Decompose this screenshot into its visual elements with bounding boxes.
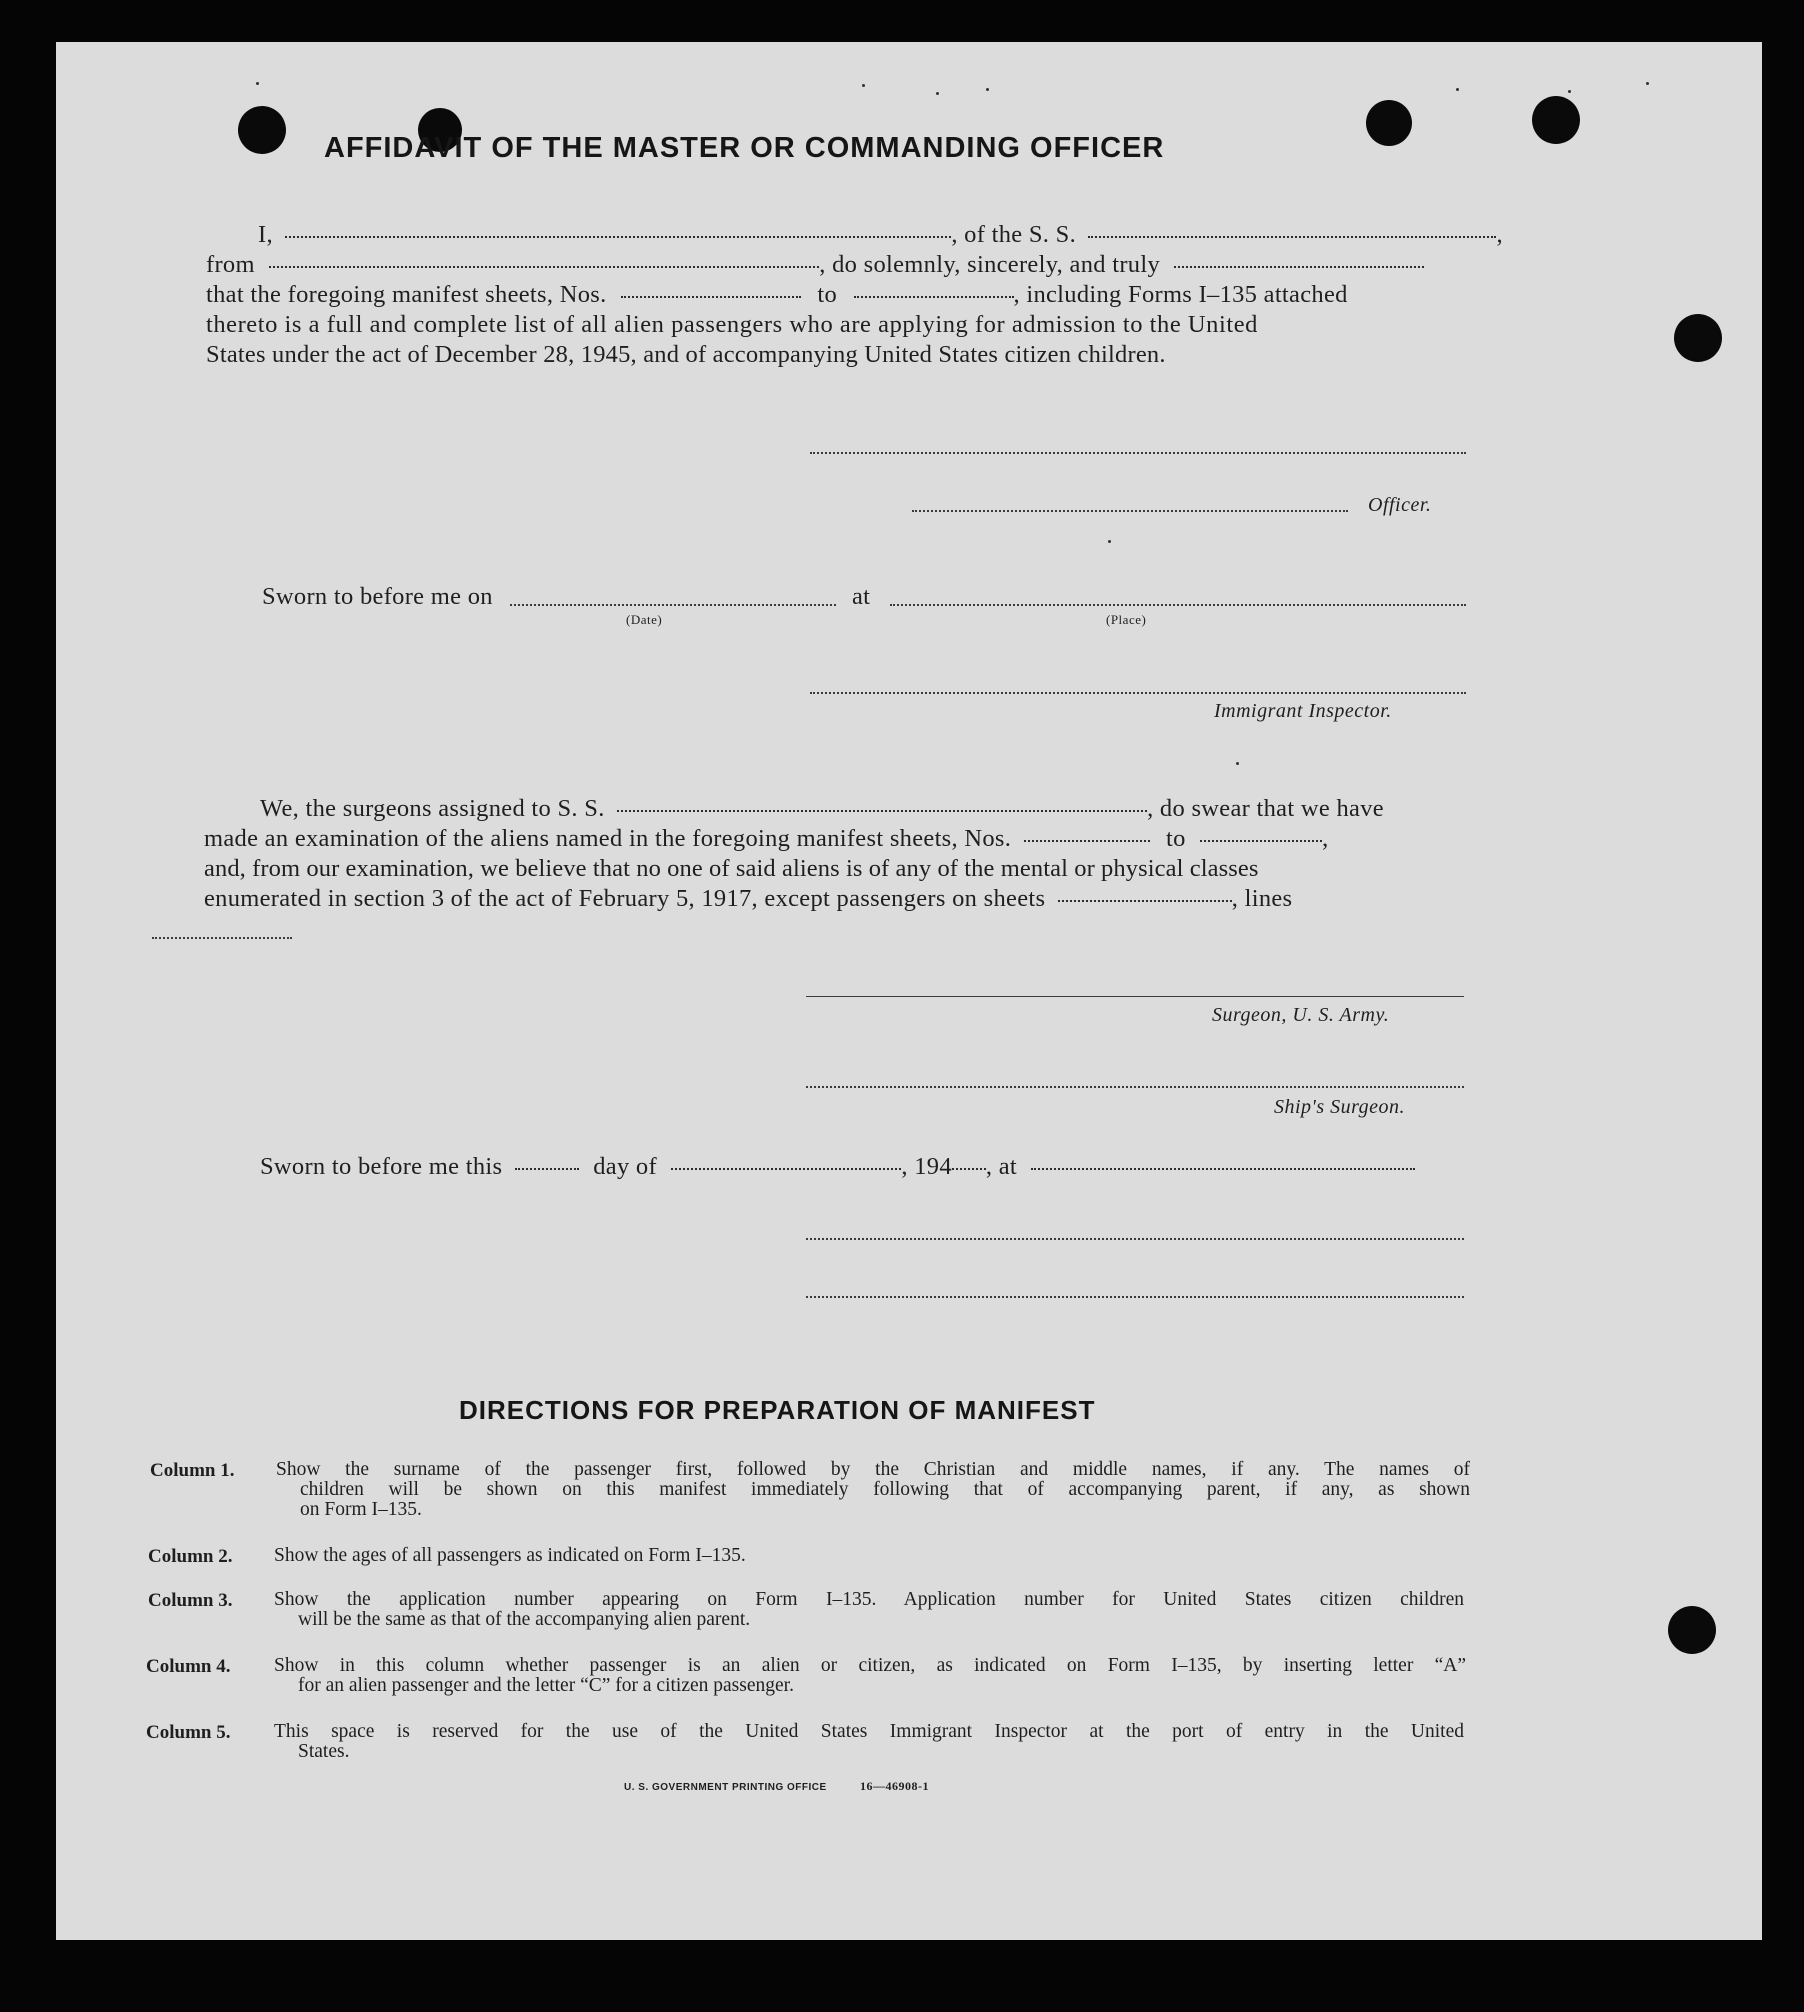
- punch-hole: [238, 106, 286, 154]
- sworn-place-field[interactable]: [890, 604, 1466, 606]
- column-label: Column 4.: [146, 1656, 231, 1677]
- sheets-to-field[interactable]: [854, 296, 1014, 298]
- swear-field[interactable]: [1174, 266, 1424, 268]
- affidavit-line-2: [206, 250, 1424, 280]
- direction-line: Show the ages of all passengers as indicated on Form I–135.: [274, 1545, 746, 1566]
- officer-title-line[interactable]: [912, 510, 1348, 512]
- ship-surgeon-caption: Ship's Surgeon.: [1274, 1096, 1406, 1118]
- surgeons-text: day of: [593, 1153, 657, 1180]
- punch-hole: [1674, 314, 1722, 362]
- direction-text: [276, 1460, 1470, 1520]
- surgeons-text: Sworn to before me this: [260, 1153, 503, 1180]
- printer-name: U. S. GOVERNMENT PRINTING OFFICE: [624, 1782, 827, 1793]
- sheets-from-field[interactable]: [621, 296, 801, 298]
- sworn-year-field[interactable]: [952, 1168, 986, 1170]
- printer-imprint: [624, 1779, 929, 1794]
- punch-hole: [1366, 100, 1412, 146]
- inspector-signature-line-2[interactable]: [806, 1238, 1464, 1240]
- surgeon-sheets-from-field[interactable]: [1024, 840, 1150, 842]
- surgeons-text: We, the surgeons assigned to S. S.: [260, 795, 605, 822]
- affidavit-text: , of the S. S.: [951, 221, 1076, 248]
- affidavit-text: ,: [1496, 221, 1503, 248]
- punch-hole: [1532, 96, 1580, 144]
- direction-line: Show the surname of the passenger first, followed by the Christian and middle names, if any. The names of: [276, 1459, 1470, 1480]
- affidavit-line-1: [206, 220, 1503, 250]
- surgeons-text: , do swear that we have: [1147, 795, 1384, 822]
- surgeons-text: ,: [1322, 825, 1329, 852]
- inspector-title-line-2[interactable]: [806, 1296, 1464, 1298]
- sworn-at-field[interactable]: [1031, 1168, 1415, 1170]
- ship-name-field[interactable]: [1088, 236, 1496, 238]
- ship-surgeon-signature-line[interactable]: [806, 1086, 1464, 1088]
- surgeon-sheets-to-field[interactable]: [1200, 840, 1322, 842]
- surgeons-text: made an examination of the aliens named in the foregoing manifest sheets, Nos.: [204, 825, 1012, 852]
- army-surgeon-caption: Surgeon, U. S. Army.: [1212, 1004, 1390, 1026]
- surgeons-line-1: [204, 794, 1384, 824]
- affidavit-text: from: [206, 251, 255, 278]
- army-surgeon-signature-line[interactable]: [806, 996, 1464, 997]
- sworn-date-field[interactable]: [510, 604, 836, 606]
- direction-line: Show in this column whether passenger is an alien or citizen, as indicated on Form I–135, by inserting letter “A”: [274, 1655, 1466, 1676]
- affidavit-line-4: thereto is a full and complete list of all alien passengers who are applying for admission to the United: [206, 311, 1258, 338]
- date-caption: (Date): [626, 612, 663, 627]
- surgeons-text: enumerated in section 3 of the act of February 5, 1917, except passengers on sheets: [204, 885, 1046, 912]
- direction-line: This space is reserved for the use of the United States Immigrant Inspector at the port of entry in the United: [274, 1721, 1464, 1742]
- sworn-month-field[interactable]: [671, 1168, 901, 1170]
- except-sheets-field[interactable]: [1058, 900, 1232, 902]
- column-label: Column 5.: [146, 1722, 231, 1743]
- column-label: Column 2.: [148, 1546, 233, 1567]
- surgeon-ship-field[interactable]: [617, 810, 1147, 812]
- surgeons-line-2: [204, 824, 1329, 854]
- direction-text: [274, 1590, 1464, 1630]
- sworn-at-label: at: [852, 583, 871, 610]
- surgeons-line-3: and, from our examination, we believe that no one of said aliens is of any of the mental or physical classes: [204, 855, 1259, 882]
- direction-line: Show the application number appearing on Form I–135. Application number for United States citizen children: [274, 1589, 1464, 1610]
- affidavit-text: that the foregoing manifest sheets, Nos.: [206, 281, 607, 308]
- sworn-day-field[interactable]: [515, 1168, 579, 1170]
- affidavit-text: , including Forms I–135 attached: [1013, 281, 1348, 308]
- form-number: 16—46908-1: [859, 1779, 929, 1793]
- surgeons-text: , 194: [901, 1153, 952, 1180]
- direction-line: will be the same as that of the accompanying alien parent.: [298, 1609, 751, 1630]
- affidavit-line-3: [206, 280, 1348, 310]
- column-label: Column 3.: [148, 1590, 233, 1611]
- sworn-before-label: Sworn to before me on: [262, 583, 493, 610]
- affidavit-text: to: [817, 281, 838, 308]
- affidavit-text: , do solemnly, sincerely, and truly: [819, 251, 1160, 278]
- directions-title: DIRECTIONS FOR PREPARATION OF MANIFEST: [459, 1395, 1096, 1425]
- surgeons-line-4: [204, 884, 1292, 914]
- affidavit-text: I,: [258, 221, 273, 248]
- direction-text: [274, 1656, 1466, 1696]
- place-caption: (Place): [1106, 612, 1147, 627]
- except-lines-field[interactable]: [152, 937, 292, 939]
- direction-line: for an alien passenger and the letter “C” for a citizen passenger.: [298, 1675, 794, 1696]
- direction-line: children will be shown on this manifest immediately following that of accompanying parent, if any, as shown: [300, 1479, 1470, 1500]
- direction-text: [274, 1722, 1464, 1762]
- surgeons-text: to: [1166, 825, 1186, 852]
- direction-text: [274, 1546, 1468, 1566]
- surgeons-text: , at: [985, 1153, 1018, 1180]
- affidavit-title: AFFIDAVIT OF THE MASTER OR COMMANDING OFFICER: [324, 132, 1165, 164]
- master-name-field[interactable]: [285, 236, 951, 238]
- affidavit-line-5: States under the act of December 28, 1945, and of accompanying United States citizen children.: [206, 341, 1166, 368]
- officer-caption: Officer.: [1368, 494, 1432, 516]
- direction-line: on Form I–135.: [300, 1499, 422, 1520]
- officer-signature-line[interactable]: [810, 452, 1466, 454]
- punch-hole: [1668, 1606, 1716, 1654]
- inspector-signature-line[interactable]: [810, 692, 1466, 694]
- column-label: Column 1.: [150, 1460, 235, 1481]
- inspector-caption: Immigrant Inspector.: [1214, 700, 1392, 722]
- direction-line: States.: [298, 1741, 350, 1762]
- surgeons-text: , lines: [1231, 885, 1293, 912]
- port-from-field[interactable]: [269, 266, 819, 268]
- sworn-this-line: [208, 1152, 1415, 1182]
- form-sheet: [56, 42, 1762, 1940]
